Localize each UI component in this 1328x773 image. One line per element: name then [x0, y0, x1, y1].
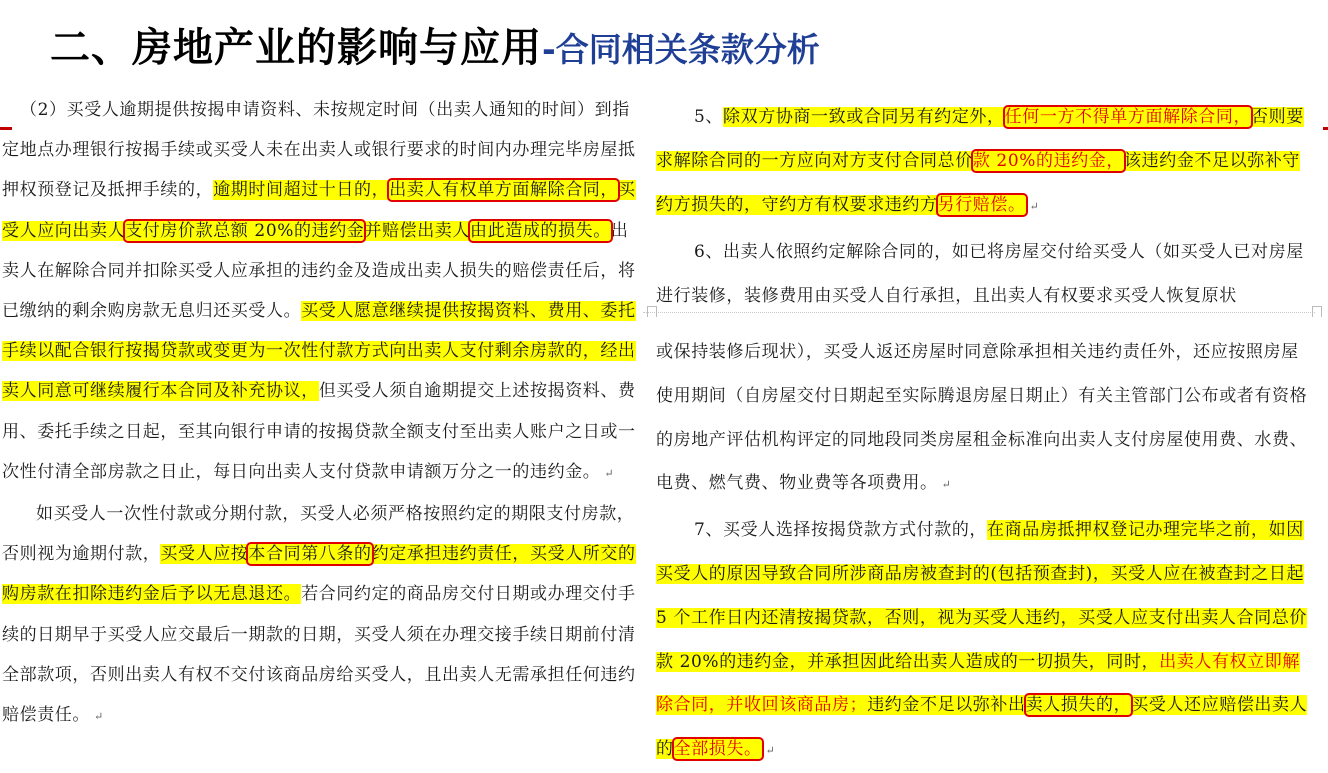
paragraph-mark-icon: ↵ [1029, 199, 1040, 213]
boxed-clause: 另行赔偿。 [937, 194, 1026, 215]
title-sub: -合同相关条款分析 [542, 30, 820, 69]
boxed-clause: 卖人损失的， [1025, 695, 1132, 716]
boxed-clause: 支付房价款总额 20%的违约金 [125, 220, 365, 241]
boxed-clause: 出卖人有权单方面解除合同， [389, 180, 619, 201]
paragraph-payment: 如买受人一次性付款或分期付款，买受人必须严格按照约定的期限支付房款，否则视为逾期付款，买受人应按本合同第八条的约定承担违约责任，买受人所交的购房款在扣除违约金后予以无息退还。若合同约定的商品房交付日期或办理交付手续的日期早于买受人应交最后一期款的日期，买受人须在办理交接手续日期前付清全部款项，否则出卖人有权不交付该商品房给买受人，且出卖人无需承担任何违约赔偿责任。 ↵ [2, 504, 636, 726]
paragraph-2: （2）买受人逾期提供按揭申请资料、未按规定时间（出卖人通知的时间）到指定地点办理银行按揭手续或买受人未在出卖人或银行要求的时间内办理完毕房屋抵押权预登记及抵押手续的，逾期时间超过十日的，出卖人有权单方面解除合同，买受人应向出卖人支付房价款总额 20%的违约金并赔偿出卖人由此造成的损失。出卖人在解除合同并扣除买受人应承担的违约金及造成出卖人损失的赔偿责任后，将已缴纳的剩余购房款无息归还买受人。买受人愿意继续提供按揭资料、费用、委托手续以配合银行按揭贷款或变更为一次性付款方式向出卖人支付剩余房款的，经出卖人同意可继续履行本合同及补充协议，但买受人须自逾期提交上述按揭资料、费用、委托手续之日起，至其向银行申请的按揭贷款全额支付至出卖人账户之日或一次性付清全部房款之日止，每日向出卖人支付贷款申请额万分之一的违约金。 ↵ [2, 100, 636, 482]
right-accent-bar [1323, 127, 1328, 130]
slide-title [50, 16, 820, 73]
paragraph-mark-icon: ↵ [765, 744, 776, 758]
paragraph-mark-icon: ↵ [941, 478, 952, 492]
paragraph-6: 6、出卖人依照约定解除合同的，如已将房屋交付给买受人（如买受人已对房屋进行装修，装修费用由买受人自行承担，且出卖人有权要求买受人恢复原状 [656, 242, 1304, 307]
boxed-clause: 全部损失。 [673, 739, 762, 760]
boxed-clause: 款 20%的违约金， [972, 150, 1125, 171]
title-main: 二、房地产业的影响与应用 [50, 25, 542, 71]
paragraph-mark-icon: ↵ [604, 466, 615, 480]
paragraph-7: 7、买受人选择按揭贷款方式付款的，在商品房抵押权登记办理完毕之前，如因买受人的原因导致合同所涉商品房被查封的(包括预查封)，买受人应在被查封之日起 5 个工作日内还清按揭贷款，否则，视为买受人违约，买受人应支付出卖人合同总价款 20%的违约金，并承担因此给出卖人造成的一切损失，同时，出卖人有权立即解除合同，并收回该商品房；违约金不足以弥补出卖人损失的，买受人还应赔偿出卖人的全部损失。 ↵ [656, 520, 1308, 760]
paragraph-mark-icon: ↵ [94, 710, 104, 724]
boxed-clause: 本合同第八条的 [248, 544, 372, 565]
left-column [2, 90, 642, 737]
paragraph-5: 5、除双方协商一致或合同另有约定外，任何一方不得单方面解除合同，否则要求解除合同的一方应向对方支付合同总价款 20%的违约金，该违约金不足以弥补守约方损失的，守约方有权要求违约方另行赔偿。 ↵ [656, 107, 1304, 215]
boxed-clause: 任何一方不得单方面解除合同， [1004, 107, 1252, 127]
boxed-clause: 由此造成的损失。 [470, 220, 611, 241]
paragraph-6-cont: 或保持装修后现状），买受人返还房屋时同意除承担相关违约责任外，还应按照房屋使用期间（自房屋交付日期起至实际腾退房屋日期止）有关主管部门公布或者有资格的房地产评估机构评定的同地段同类房屋租金标准向出卖人支付房屋使用费、水费、电费、燃气费、物业费等各项费用。 ↵ [656, 341, 1308, 494]
right-column [656, 96, 1316, 773]
